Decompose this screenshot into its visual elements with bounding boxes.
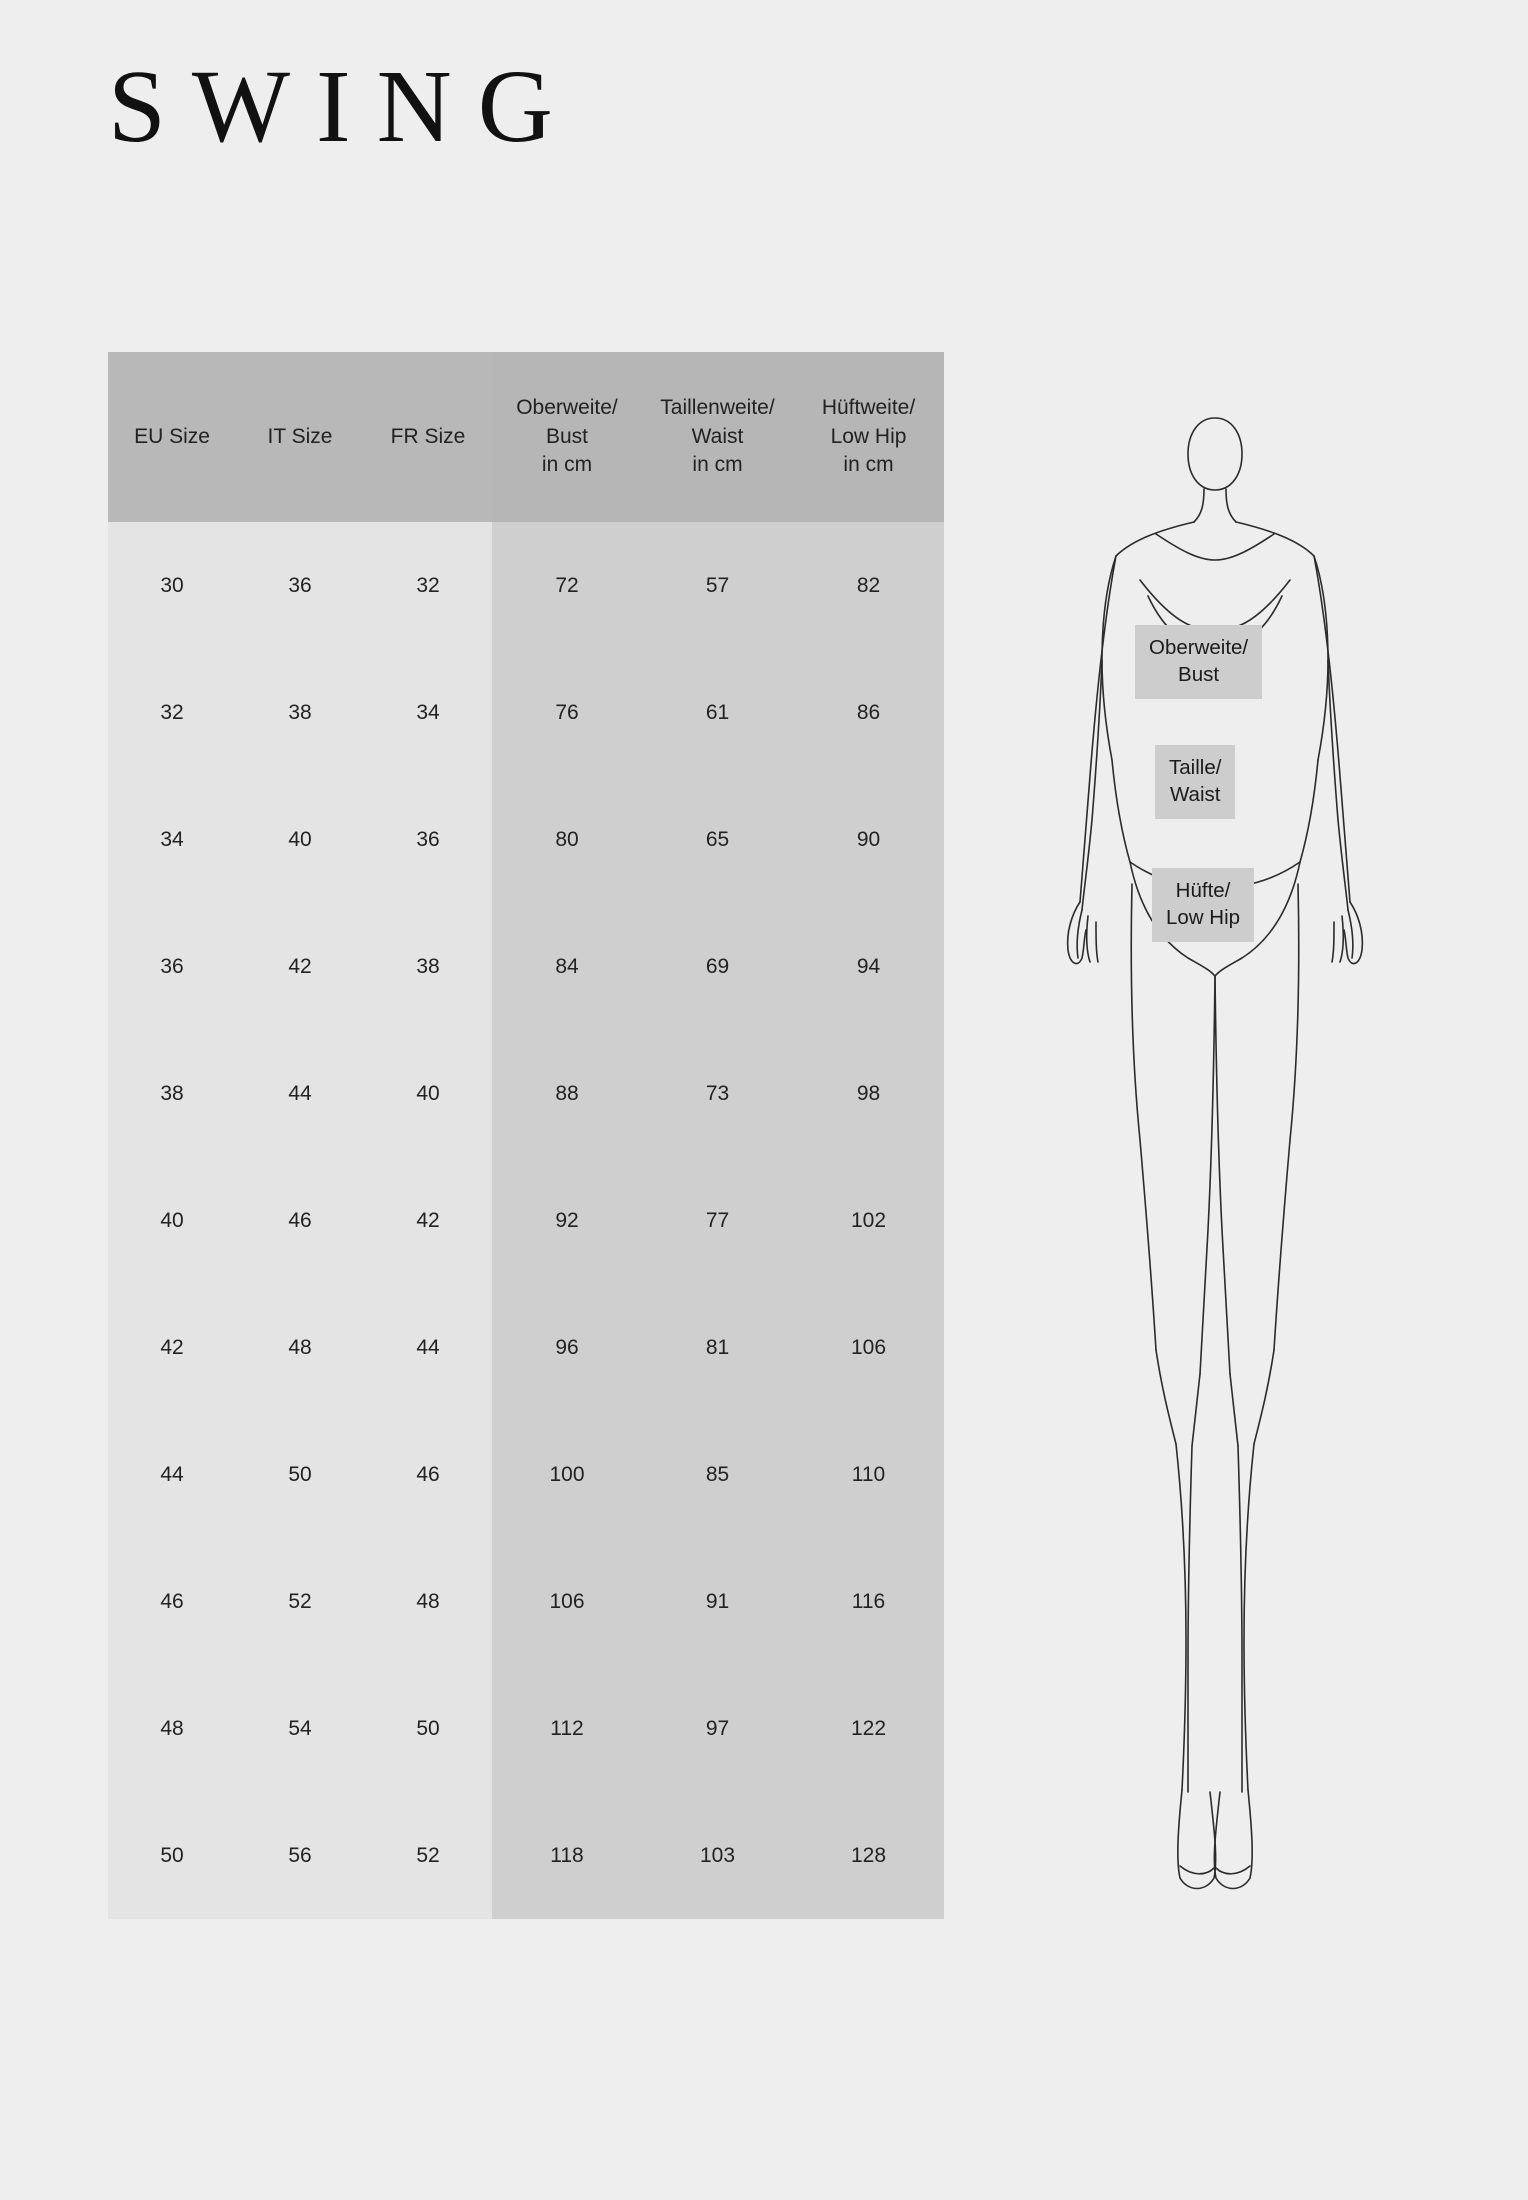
cell-eu-size: 44 [108, 1411, 236, 1538]
cell-waist: 73 [642, 1030, 793, 1157]
cell-eu-size: 34 [108, 776, 236, 903]
cell-waist: 81 [642, 1284, 793, 1411]
cell-it-size: 46 [236, 1157, 364, 1284]
cell-eu-size: 50 [108, 1792, 236, 1919]
cell-it-size: 40 [236, 776, 364, 903]
cell-bust: 72 [492, 522, 642, 649]
cell-eu-size: 36 [108, 903, 236, 1030]
table-row [108, 1030, 944, 1157]
cell-waist: 69 [642, 903, 793, 1030]
cell-bust: 118 [492, 1792, 642, 1919]
cell-waist: 85 [642, 1411, 793, 1538]
column-header-eu-size: EU Size [108, 352, 236, 522]
size-chart-table-container [108, 352, 944, 2082]
cell-low-hip: 106 [793, 1284, 944, 1411]
table-row [108, 1284, 944, 1411]
cell-low-hip: 86 [793, 649, 944, 776]
cell-it-size: 38 [236, 649, 364, 776]
cell-eu-size: 38 [108, 1030, 236, 1157]
cell-it-size: 48 [236, 1284, 364, 1411]
table-header-row [108, 352, 944, 522]
cell-fr-size: 34 [364, 649, 492, 776]
cell-bust: 106 [492, 1538, 642, 1665]
cell-waist: 61 [642, 649, 793, 776]
cell-waist: 57 [642, 522, 793, 649]
cell-it-size: 50 [236, 1411, 364, 1538]
column-header-fr-size: FR Size [364, 352, 492, 522]
cell-waist: 103 [642, 1792, 793, 1919]
cell-eu-size: 32 [108, 649, 236, 776]
table-row [108, 776, 944, 903]
cell-waist: 91 [642, 1538, 793, 1665]
cell-bust: 84 [492, 903, 642, 1030]
cell-bust: 96 [492, 1284, 642, 1411]
table-body [108, 522, 944, 1919]
cell-eu-size: 30 [108, 522, 236, 649]
cell-eu-size: 40 [108, 1157, 236, 1284]
table-header [108, 352, 944, 522]
cell-low-hip: 122 [793, 1665, 944, 1792]
cell-bust: 80 [492, 776, 642, 903]
cell-fr-size: 40 [364, 1030, 492, 1157]
column-header-it-size: IT Size [236, 352, 364, 522]
cell-it-size: 42 [236, 903, 364, 1030]
brand-logo: SWING [108, 49, 579, 164]
cell-low-hip: 102 [793, 1157, 944, 1284]
table-row [108, 1538, 944, 1665]
cell-waist: 97 [642, 1665, 793, 1792]
size-chart-table [108, 352, 944, 1919]
cell-low-hip: 110 [793, 1411, 944, 1538]
table-row [108, 1665, 944, 1792]
cell-fr-size: 50 [364, 1665, 492, 1792]
table-row [108, 649, 944, 776]
cell-fr-size: 52 [364, 1792, 492, 1919]
column-header-waist: Taillenweite/ Waist in cm [642, 352, 793, 522]
cell-fr-size: 32 [364, 522, 492, 649]
cell-eu-size: 42 [108, 1284, 236, 1411]
table-row [108, 903, 944, 1030]
cell-it-size: 56 [236, 1792, 364, 1919]
cell-eu-size: 48 [108, 1665, 236, 1792]
cell-bust: 88 [492, 1030, 642, 1157]
cell-eu-size: 46 [108, 1538, 236, 1665]
table-row [108, 1792, 944, 1919]
table-row [108, 1157, 944, 1284]
cell-fr-size: 38 [364, 903, 492, 1030]
cell-bust: 100 [492, 1411, 642, 1538]
cell-low-hip: 82 [793, 522, 944, 649]
cell-low-hip: 98 [793, 1030, 944, 1157]
cell-bust: 76 [492, 649, 642, 776]
cell-bust: 92 [492, 1157, 642, 1284]
cell-it-size: 54 [236, 1665, 364, 1792]
cell-fr-size: 46 [364, 1411, 492, 1538]
body-figure-area [980, 410, 1450, 1940]
callout-bust: Oberweite/ Bust [1135, 625, 1262, 699]
column-header-bust: Oberweite/ Bust in cm [492, 352, 642, 522]
cell-low-hip: 128 [793, 1792, 944, 1919]
table-row [108, 1411, 944, 1538]
callout-waist: Taille/ Waist [1155, 745, 1235, 819]
cell-fr-size: 48 [364, 1538, 492, 1665]
cell-bust: 112 [492, 1665, 642, 1792]
cell-it-size: 36 [236, 522, 364, 649]
cell-waist: 65 [642, 776, 793, 903]
column-header-low-hip: Hüftweite/ Low Hip in cm [793, 352, 944, 522]
cell-low-hip: 90 [793, 776, 944, 903]
cell-fr-size: 42 [364, 1157, 492, 1284]
cell-it-size: 44 [236, 1030, 364, 1157]
cell-low-hip: 94 [793, 903, 944, 1030]
cell-it-size: 52 [236, 1538, 364, 1665]
cell-fr-size: 44 [364, 1284, 492, 1411]
cell-low-hip: 116 [793, 1538, 944, 1665]
table-row [108, 522, 944, 649]
cell-fr-size: 36 [364, 776, 492, 903]
cell-waist: 77 [642, 1157, 793, 1284]
callout-low-hip: Hüfte/ Low Hip [1152, 868, 1254, 942]
